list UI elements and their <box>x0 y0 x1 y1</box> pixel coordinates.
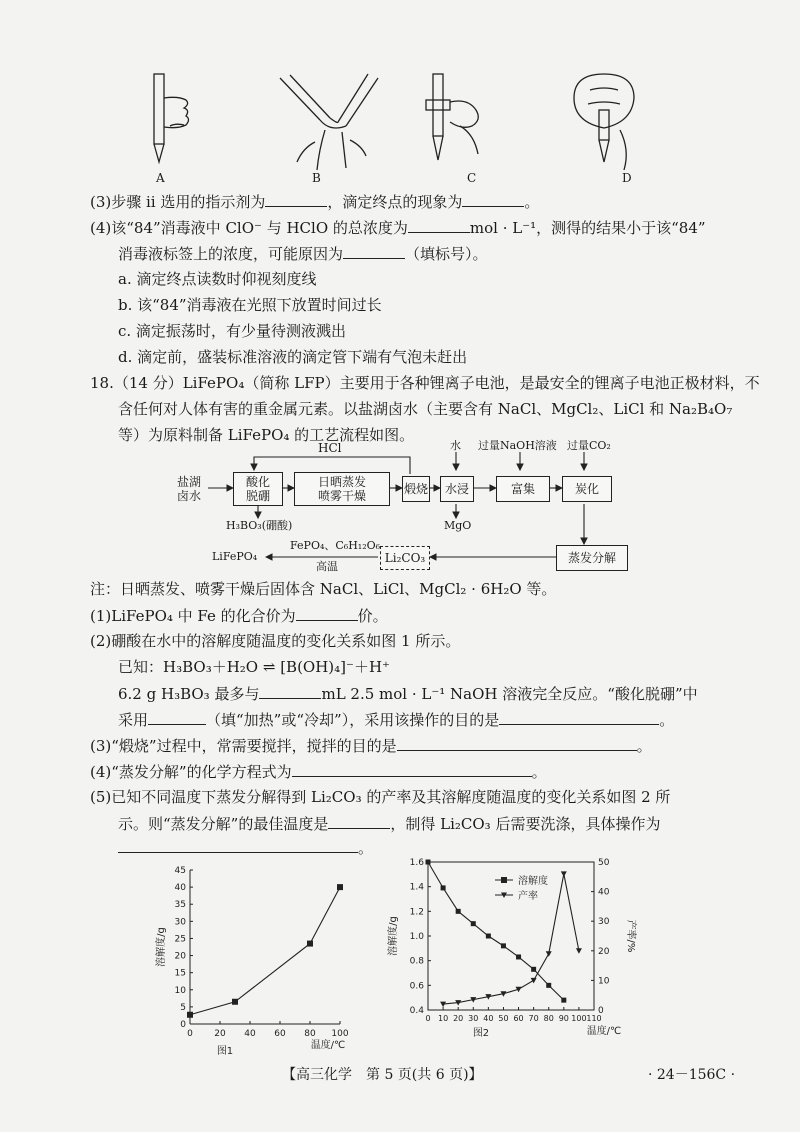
q18-part5-line2: 示。则“蒸发分解”的最佳温度是 ，制得 Li₂CO₃ 后需要洗涤，具体操作为 <box>118 812 740 835</box>
data-point-yield <box>561 871 567 877</box>
legend-label-solubility: 溶解度 <box>518 876 548 887</box>
y-tick-label: 0.6 <box>409 981 424 992</box>
data-point-solubility <box>486 934 491 939</box>
flow-product-lifepo4: LiFePO₄ <box>212 550 258 563</box>
q18-part3: (3)“煅烧”过程中，常需要搅拌，搅拌的目的是 。 <box>90 734 740 757</box>
flow-byproduct-h3bo3: H₃BO₃(硼酸) <box>226 519 293 532</box>
data-point <box>307 941 313 947</box>
apparatus-label-a: A <box>156 171 165 185</box>
y-tick-label: 20 <box>174 951 186 962</box>
x-tick-label: 110 <box>586 1014 602 1023</box>
plot-frame <box>428 862 594 1010</box>
flow-byproduct-mgo: MgO <box>444 519 472 532</box>
data-point-solubility <box>501 943 506 948</box>
q17-option-c: c. 滴定振荡时，有少量待测液溅出 <box>118 322 346 340</box>
q17-part4-line2: 消毒液标签上的浓度，可能原因为 （填标号）。 <box>118 242 740 265</box>
q18-intro-line1: 18.（14 分）LiFePO₄（简称 LFP）主要用于各种锂离子电池，是最安全的锂离子电池正极材料，不 <box>90 374 760 392</box>
y-tick-label: 1.4 <box>409 882 424 893</box>
chart-caption: 图1 <box>216 1046 234 1057</box>
q18-part5-line1: (5)已知不同温度下蒸发分解得到 Li₂CO₃ 的产率及其溶解度随温度的变化关系如图 2 所 <box>90 788 671 806</box>
y-tick-label: 45 <box>174 866 186 876</box>
q18-part4: (4)“蒸发分解”的化学方程式为 。 <box>90 760 740 783</box>
x-tick-label: 50 <box>498 1014 509 1023</box>
q17-part4: (4)该“84”消毒液中 ClO⁻ 与 HClO 的总浓度为 mol · L⁻¹，测得的结果小于该“84” <box>90 216 740 239</box>
answer-blank[interactable] <box>265 190 327 207</box>
flow-intermediate-li2co3: Li₂CO₃ <box>380 546 430 570</box>
answer-blank[interactable] <box>328 812 390 829</box>
x-tick-label: 70 <box>528 1014 539 1023</box>
answer-blank[interactable] <box>259 682 321 699</box>
data-point-solubility <box>426 860 431 865</box>
data-point <box>337 884 343 890</box>
q18-part1: (1)LiFePO₄ 中 Fe 的化合价为 价。 <box>90 604 740 627</box>
answer-blank[interactable] <box>148 708 206 725</box>
apparatus-label-d: D <box>622 171 632 185</box>
q18-part2-line1: (2)硼酸在水中的溶解度随温度的变化关系如图 1 所示。 <box>90 632 461 650</box>
answer-blank[interactable] <box>343 242 405 259</box>
y-tick-label: 1.0 <box>409 932 424 942</box>
x-tick-label: 10 <box>437 1014 449 1023</box>
data-point-solubility <box>546 983 551 988</box>
flow-input-co2: 过量CO₂ <box>567 439 611 452</box>
series-line-solubility <box>190 887 340 1015</box>
x-tick-label: 40 <box>244 1029 256 1039</box>
x-tick-label: 0 <box>187 1029 193 1039</box>
data-point-yield <box>531 978 537 984</box>
flow-label-reagents: FePO₄、C₆H₁₂O₆ <box>290 539 381 552</box>
apparatus-figure <box>120 70 680 188</box>
x-tick-label: 20 <box>453 1014 464 1023</box>
y-axis-label: 溶解度/g <box>388 916 399 956</box>
y2-axis-label: 产率/% <box>625 919 636 953</box>
y2-tick-label: 20 <box>598 946 610 957</box>
flow-input-water: 水 <box>450 439 461 452</box>
y2-tick-label: 10 <box>598 976 610 987</box>
q18-note: 注：日晒蒸发、喷雾干燥后固体含 NaCl、LiCl、MgCl₂ · 6H₂O 等。 <box>90 580 557 598</box>
y-tick-label: 25 <box>174 934 186 945</box>
data-point-solubility <box>456 909 461 914</box>
y-tick-label: 40 <box>174 883 186 894</box>
x-tick-label: 40 <box>483 1014 494 1023</box>
y-tick-label: 0.8 <box>409 956 424 967</box>
data-point-solubility <box>471 921 476 926</box>
data-point <box>232 999 238 1005</box>
x-tick-label: 20 <box>214 1029 226 1039</box>
flow-step-enrich: 富集 <box>496 476 550 502</box>
y-tick-label: 10 <box>174 985 186 996</box>
series-line-yield <box>443 874 579 1004</box>
data-point-solubility <box>531 967 536 972</box>
data-point-yield <box>546 951 552 957</box>
x-tick-label: 80 <box>543 1014 554 1023</box>
y-tick-label: 30 <box>174 917 186 928</box>
answer-blank[interactable] <box>118 836 358 853</box>
y-tick-label: 1.2 <box>409 907 424 918</box>
data-point-solubility <box>561 998 566 1003</box>
data-point-solubility <box>441 885 446 890</box>
apparatus-label-b: B <box>312 171 321 185</box>
answer-blank[interactable] <box>408 216 470 233</box>
apparatus-label-c: C <box>467 171 477 185</box>
y-tick-label: 15 <box>174 968 186 979</box>
data-point-solubility <box>516 954 521 959</box>
y-tick-label: 1.6 <box>409 858 424 868</box>
x-tick-label: 60 <box>274 1029 286 1039</box>
y-tick-label: 35 <box>174 900 186 911</box>
x-tick-label: 90 <box>558 1014 569 1023</box>
x-axis-label: 温度/℃ <box>310 1040 346 1051</box>
y2-tick-label: 30 <box>598 917 610 928</box>
q17-part3: (3)步骤 ⅱ 选用的指示剂为 ，滴定终点的现象为 。 <box>90 190 740 213</box>
chart-figure2 <box>382 852 642 1052</box>
footer-code: · 24－156C · <box>648 1067 736 1083</box>
y-tick-label: 0.4 <box>409 1006 424 1016</box>
x-tick-label: 30 <box>468 1014 479 1023</box>
q18-intro-line3: 等）为原料制备 LiFePO₄ 的工艺流程如图。 <box>118 426 415 444</box>
y2-tick-label: 0 <box>598 1006 604 1016</box>
y-tick-label: 0 <box>180 1020 186 1030</box>
q17-option-b: b. 该“84”消毒液在光照下放置时间过长 <box>118 296 382 314</box>
chart-caption: 图2 <box>472 1028 490 1039</box>
answer-blank[interactable] <box>296 604 358 621</box>
flow-input-naoh: 过量NaOH溶液 <box>478 439 557 452</box>
x-tick-label: 0 <box>425 1014 431 1023</box>
q18-part2-equation: 已知：H₃BO₃＋H₂O ⇌ [B(OH)₄]⁻＋H⁺ <box>118 658 390 676</box>
x-tick-label: 80 <box>304 1029 316 1039</box>
flow-step-evaporate-dry: 日晒蒸发 喷雾干燥 <box>294 472 390 506</box>
chart-figure1 <box>150 858 380 1058</box>
q17-option-a: a. 滴定终点读数时仰视刻度线 <box>118 270 317 288</box>
y2-tick-label: 40 <box>598 887 610 898</box>
answer-blank[interactable] <box>292 760 532 777</box>
flow-step-carbonize: 炭化 <box>562 476 612 502</box>
q18-part2-line3: 6.2 g H₃BO₃ 最多与 mL 2.5 mol · L⁻¹ NaOH 溶液完全反应。“酸化脱硼”中 <box>118 682 740 705</box>
y2-tick-label: 50 <box>598 858 610 868</box>
q18-intro-line2: 含任何对人体有害的重金属元素。以盐湖卤水（主要含有 NaCl、MgCl₂、LiCl 和 Na₂B₄O₇ <box>118 400 733 418</box>
q18-part2-line4: 采用 （填“加热”或“冷却”），采用该操作的目的是 。 <box>118 708 740 731</box>
flow-step-calcine: 煅烧 <box>402 476 430 502</box>
x-tick-label: 100 <box>571 1014 587 1023</box>
answer-blank[interactable] <box>462 190 524 207</box>
q17-option-d: d. 滴定前，盛装标准溶液的滴定管下端有气泡未赶出 <box>118 348 468 366</box>
titration-hands-drawing <box>120 70 680 188</box>
flow-label-hcl: HCl <box>318 441 342 455</box>
answer-blank[interactable] <box>397 734 637 751</box>
y-tick-label: 5 <box>180 1002 186 1013</box>
flow-label-high-temp: 高温 <box>316 560 338 573</box>
data-point <box>187 1012 193 1018</box>
data-point-yield <box>576 948 582 954</box>
answer-blank[interactable] <box>499 708 659 725</box>
x-axis-label: 温度/℃ <box>586 1026 622 1037</box>
flow-step-water-leach: 水浸 <box>440 476 474 502</box>
flow-step-evaporate-decompose: 蒸发分解 <box>556 545 628 571</box>
x-tick-label: 100 <box>331 1029 349 1039</box>
y-axis-label: 溶解度/g <box>156 927 167 967</box>
legend-label-yield: 产率 <box>518 891 538 902</box>
q18-part5-line3: 。 <box>118 836 740 859</box>
flow-step-acidify-deboronate: 酸化 脱硼 <box>233 472 283 506</box>
footer-page-info: 【高三化学 第 5 页(共 6 页)】 <box>282 1067 483 1083</box>
flow-source-brine: 盐湖 卤水 <box>176 475 201 503</box>
x-tick-label: 60 <box>513 1014 524 1023</box>
